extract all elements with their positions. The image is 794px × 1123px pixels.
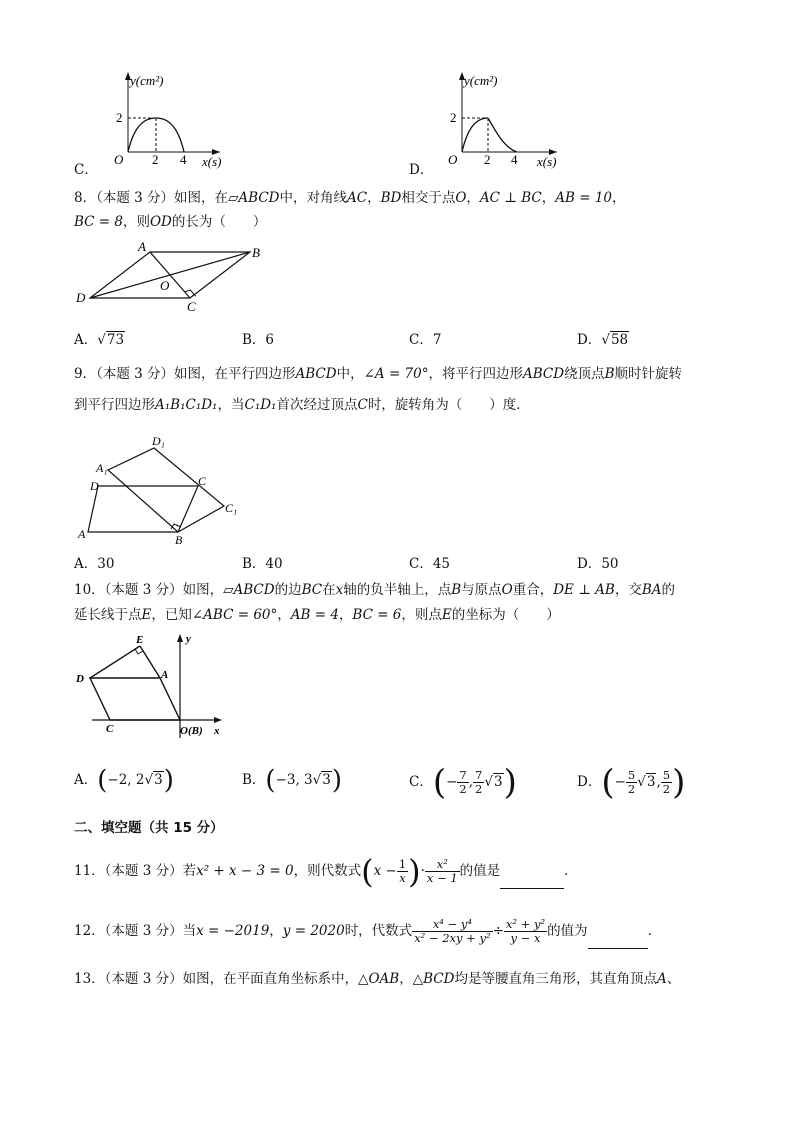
option-letter: C． (409, 774, 433, 790)
option-letter: D． (577, 774, 602, 790)
q13-triangle-oab: △OAB (358, 971, 400, 987)
label-b: B (175, 533, 183, 547)
q12-sep: ， (269, 923, 283, 939)
q9-text: 顺时针旋转 (614, 366, 682, 382)
fraction (661, 769, 672, 796)
q11-text: 的值是 (459, 863, 501, 879)
denominator: 2 (475, 782, 483, 796)
origin: O (114, 152, 124, 167)
q10-ab: AB = 4 (290, 607, 339, 623)
paren-left: ( (361, 852, 374, 891)
numerator: x⁴ − y⁴ (412, 918, 492, 932)
denominator: 2 (459, 782, 467, 796)
label-b: B (252, 245, 260, 260)
q9-b: B (604, 366, 615, 382)
coord-text: −2, 2 (107, 772, 145, 788)
parallelogram-symbol: ▱ (223, 582, 234, 598)
q12-y-value: y = 2020 (282, 923, 345, 939)
q9-figure (74, 430, 254, 548)
numerator: x² + y² (505, 917, 546, 931)
q9-c1d1: C₁D₁ (244, 397, 277, 413)
q9-option-d[interactable] (577, 554, 619, 574)
sqrt-sign: √ (97, 332, 106, 348)
q10-x: x (335, 582, 344, 598)
q10-e: E (141, 607, 152, 623)
extension-ba (140, 646, 160, 678)
q8-option-a[interactable] (74, 330, 125, 350)
q10-de-ab: DE ⊥ AB (553, 582, 615, 598)
q9-c: C (357, 397, 368, 413)
paren-left: ( (432, 762, 447, 803)
y-tick: 2 (116, 110, 123, 125)
fraction (504, 918, 547, 945)
q10-line1 (74, 580, 675, 600)
numerator: 7 (475, 768, 483, 782)
y-label: y(cm²) (464, 73, 498, 88)
option-letter: B． (242, 332, 266, 348)
x-label: x(s) (202, 154, 222, 169)
q12-header: 12．（本题 3 分）当 (74, 923, 197, 939)
q8-sep: ， (612, 190, 626, 206)
option-value: 50 (601, 556, 619, 572)
section-heading: 二、填空题（共 15 分） (74, 820, 224, 836)
x-tick-2: 2 (152, 152, 159, 167)
q10-bc: BC (301, 582, 323, 598)
x-tick-2: 2 (484, 152, 491, 167)
q11-header: 11．（本题 3 分）若 (74, 863, 197, 879)
answer-blank[interactable] (588, 914, 648, 949)
y-tick: 2 (450, 110, 457, 125)
q10-header: 10．（本题 3 分）如图， (74, 582, 224, 598)
comma: , (656, 774, 661, 790)
q10-b: B (451, 582, 462, 598)
label-a: A (161, 669, 169, 681)
option-value: 6 (265, 332, 275, 348)
label-x: x (214, 725, 220, 737)
q9-a1b1c1d1: A₁B₁C₁D₁ (155, 397, 218, 413)
q10-text: 与原点 (461, 582, 502, 598)
denominator: x − 1 (426, 871, 458, 885)
segment-de (90, 646, 140, 678)
x-label: x(s) (537, 154, 557, 169)
q13-sep: ， (399, 971, 413, 987)
label-c: C (187, 299, 196, 314)
divide-operator: ÷ (492, 923, 504, 939)
sqrt-sign: √ (637, 774, 646, 790)
numerator: x² (425, 858, 460, 872)
label-c1: C₁ (225, 501, 238, 515)
x-tick-4: 4 (180, 152, 187, 167)
radicand: 3 (646, 774, 656, 790)
q8-line1 (74, 188, 626, 208)
q10-option-d[interactable] (577, 764, 685, 801)
q9-text: ，将平行四边形 (428, 366, 523, 382)
q10-text: ，交 (614, 582, 642, 598)
label-c: C (198, 474, 207, 488)
denominator: y − x (510, 931, 541, 945)
denominator: 2 (627, 782, 636, 796)
q8-tail: 的长为（ ） (171, 214, 267, 230)
denominator: x² − 2xy + y² (414, 931, 491, 945)
radicand: 73 (106, 332, 125, 348)
numerator: 5 (627, 768, 636, 782)
y-arrow (177, 634, 183, 642)
comma: , (468, 774, 474, 790)
q9-text: 中， (336, 366, 364, 382)
option-letter: B． (242, 556, 266, 572)
paren-right: ) (503, 762, 517, 803)
coord-text: −3, 3 (275, 772, 313, 788)
sqrt-sign: √ (312, 772, 322, 788)
option-value: 7 (432, 332, 442, 348)
q8-text: 中，对角线 (279, 190, 347, 206)
q13-text: 均是等腰直角三角形，其直角顶点 (454, 971, 657, 987)
graph-d-option: D． (409, 162, 434, 178)
paren-right: ) (331, 765, 343, 796)
option-value: 30 (97, 556, 115, 572)
x-arrow (214, 717, 222, 723)
q10-ba: BA (641, 582, 662, 598)
q9-text: 到平行四边形 (74, 397, 155, 413)
q12-text: 的值为 (547, 923, 588, 939)
option-value: 45 (432, 556, 451, 572)
q12-text: 时，代数式 (344, 923, 413, 939)
label-a1: A₁ (96, 461, 108, 475)
q8-header: 8．（本题 3 分）如图，在 (74, 190, 229, 206)
curve-fall (488, 118, 517, 152)
q13-line (74, 969, 680, 989)
q10-text: 重合， (512, 582, 554, 598)
sqrt-sign: √ (601, 332, 610, 348)
numerator: 7 (459, 768, 467, 782)
q10-option-b[interactable] (242, 765, 343, 796)
q9-line1 (74, 364, 682, 384)
q10-e: E (441, 607, 452, 623)
q11-text: ，则代数式 (293, 863, 362, 879)
paren-left: ( (97, 765, 108, 796)
dot-operator: · (420, 863, 425, 879)
label-d: D (90, 479, 99, 493)
q11-x: x − (373, 863, 397, 879)
q10-text: 延长线于点 (74, 607, 142, 623)
label-d1: D₁ (152, 434, 165, 448)
q9-option-c[interactable] (409, 554, 450, 574)
q11-end: ． (564, 863, 578, 879)
option-value: 40 (265, 556, 283, 572)
q10-figure (72, 630, 232, 740)
q10-option-a[interactable] (74, 765, 174, 796)
q10-text: 的 (661, 582, 676, 598)
paren-right: ) (408, 852, 421, 891)
denominator: x (399, 871, 406, 885)
q10-angle: ∠ABC = 60° (191, 607, 278, 623)
origin: O (448, 152, 458, 167)
label-c: C (106, 723, 114, 735)
option-letter: A． (74, 556, 98, 572)
curve-rise (462, 118, 488, 152)
parallelogram-a1b1c1d1 (108, 448, 224, 532)
option-letter: C． (409, 556, 433, 572)
q13-end: 、 (666, 971, 681, 987)
q9-text: 绕顶点 (564, 366, 605, 382)
q13-header: 13．（本题 3 分）如图，在平面直角坐标系中， (74, 971, 359, 987)
denominator: 2 (662, 782, 671, 796)
paren-left: ( (265, 765, 276, 796)
numerator: 1 (398, 857, 407, 871)
graph-c-option: C． (74, 162, 98, 178)
paren-right: ) (163, 765, 174, 796)
minus-sign: − (614, 774, 626, 790)
q8-figure (74, 238, 274, 314)
q9-text: 首次经过顶点 (276, 397, 358, 413)
q12-line (74, 914, 661, 949)
label-y: y (186, 633, 191, 645)
fraction (473, 769, 484, 796)
q8-cond3: BC = 8 (74, 214, 123, 230)
q8-bd: BD (380, 190, 402, 206)
q10-text: 在 (322, 582, 336, 598)
q8-o: O (455, 190, 467, 206)
option-letter: A． (74, 332, 98, 348)
q8-ac: AC (346, 190, 368, 206)
q8-option-c[interactable] (409, 330, 441, 350)
radicand: 3 (154, 772, 163, 788)
option-letter: A． (74, 772, 98, 788)
q8-line2 (74, 212, 266, 232)
minus-sign: − (446, 774, 458, 790)
q8-abcd: ABCD (238, 190, 280, 206)
y-label: y(cm²) (130, 73, 164, 88)
fraction (457, 769, 468, 796)
q10-text: 的坐标为（ ） (451, 607, 560, 623)
option-letter: B． (242, 772, 266, 788)
answer-blank[interactable] (500, 854, 564, 889)
q8-cond1: AC ⊥ BC (479, 190, 542, 206)
q10-o: O (501, 582, 513, 598)
q10-option-c[interactable] (409, 764, 517, 801)
parallelogram-symbol: ▱ (228, 190, 239, 206)
paren-left: ( (601, 762, 615, 803)
fraction (397, 858, 408, 885)
numerator: 5 (662, 768, 671, 782)
q12-x-value: x = −2019 (196, 923, 270, 939)
q8-sep: ， (541, 190, 556, 206)
parallelogram (90, 678, 180, 720)
q11-line (74, 854, 578, 889)
radicand: 3 (322, 772, 331, 788)
q10-sep: ， (338, 607, 353, 623)
label-a: A (78, 527, 86, 541)
radicand: 58 (610, 332, 629, 348)
option-letter: C． (409, 332, 433, 348)
label-o: O (160, 278, 170, 293)
fraction (425, 858, 460, 885)
fraction (626, 769, 637, 796)
q8-option-d[interactable] (577, 330, 629, 350)
label-a: A (138, 239, 146, 254)
q9-angle: ∠A = 70° (363, 366, 429, 382)
q13-triangle-bcd: △BCD (412, 971, 455, 987)
q13-a: A (656, 971, 667, 987)
q8-text: 相交于点 (401, 190, 456, 206)
q10-bcv: BC = 6 (352, 607, 402, 623)
label-e: E (136, 634, 144, 646)
q10-text: 的边 (274, 582, 302, 598)
sqrt-sign: √ (484, 774, 493, 790)
q12-end: ． (647, 923, 662, 939)
fraction (412, 918, 492, 945)
q8-sep: ， (367, 190, 381, 206)
q8-option-b[interactable] (242, 330, 274, 350)
q9-line2 (74, 395, 530, 415)
diagonal-bd (90, 252, 250, 298)
q10-text: 轴的负半轴上，点 (343, 582, 452, 598)
q8-text: ，则 (122, 214, 150, 230)
q8-cond2: AB = 10 (555, 190, 613, 206)
q10-abcd: ABCD (233, 582, 275, 598)
q11-equation: x² + x − 3 = 0 (196, 863, 294, 879)
q9-abcd: ABCD (522, 366, 565, 382)
radicand: 3 (493, 774, 503, 790)
q9-text: 时，旋转角为（ ）度． (367, 397, 530, 413)
parallelogram-abcd (88, 486, 198, 532)
option-letter: D． (577, 332, 602, 348)
q10-line2 (74, 605, 560, 625)
paren-right: ) (672, 762, 686, 803)
q9-option-b[interactable] (242, 554, 283, 574)
q8-sep: ， (466, 190, 480, 206)
q9-text: ，当 (217, 397, 245, 413)
q10-text: ，则点 (401, 607, 442, 623)
q10-sep: ， (277, 607, 291, 623)
q9-header: 9．（本题 3 分）如图，在平行四边形 (74, 366, 296, 382)
q10-text: ，已知 (151, 607, 192, 623)
label-d: D (76, 673, 84, 685)
q9-abcd: ABCD (295, 366, 337, 382)
option-letter: D． (577, 556, 602, 572)
sqrt-sign: √ (144, 772, 154, 788)
x-tick-4: 4 (511, 152, 518, 167)
label-ob: O(B) (180, 725, 203, 737)
q9-option-a[interactable] (74, 554, 114, 574)
q8-od: OD (149, 214, 172, 230)
label-d: D (76, 290, 86, 305)
